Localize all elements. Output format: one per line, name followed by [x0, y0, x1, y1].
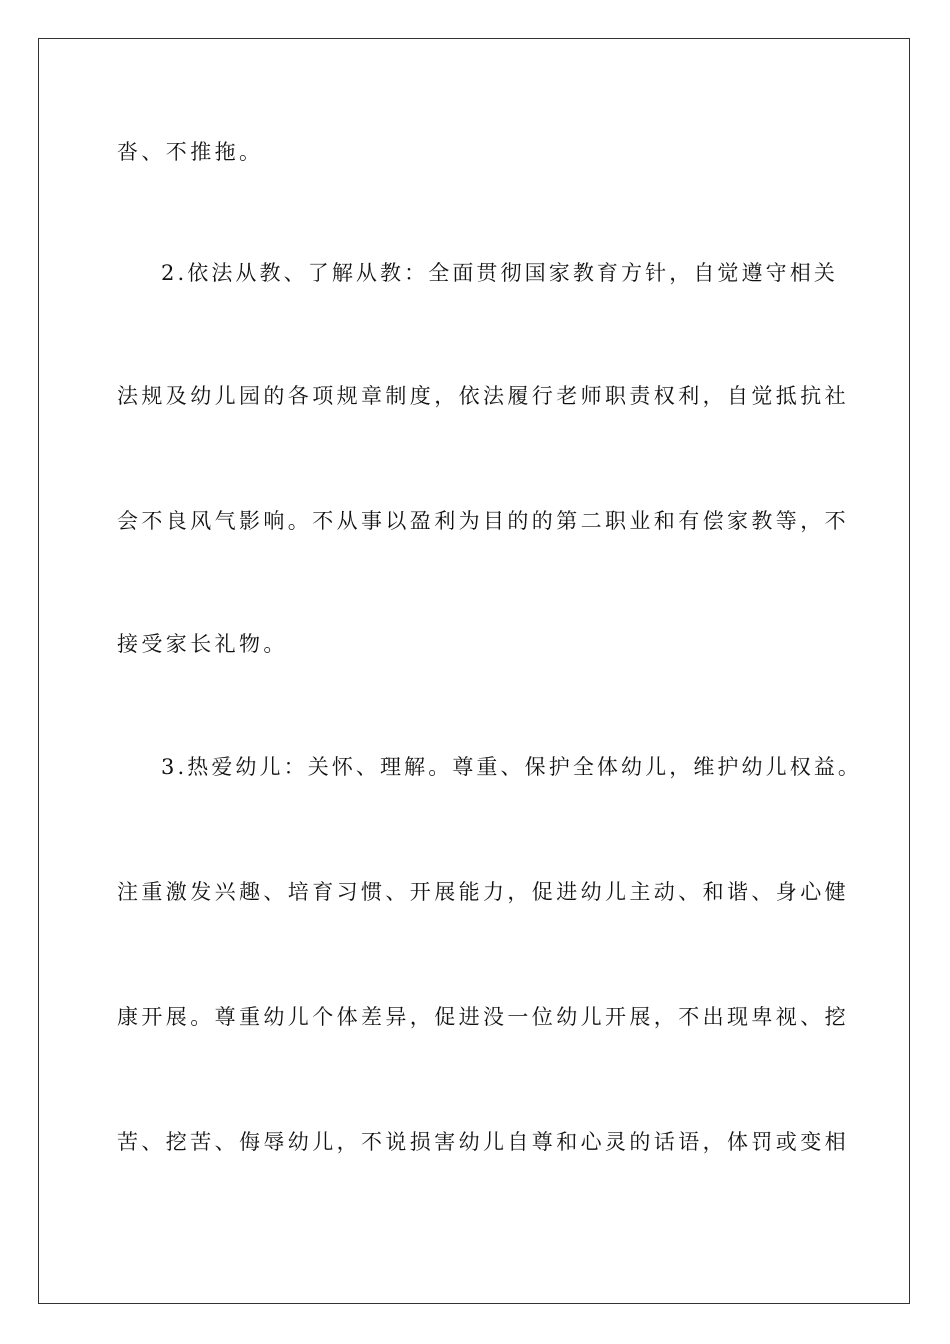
paragraph-3-first-line: 3.热爱幼儿：关怀、理解。尊重、保护全体幼儿，维护幼儿权益。	[161, 755, 863, 779]
page-border	[38, 38, 910, 1304]
text-line: 法规及幼儿园的各项规章制度，依法履行老师职责权利，自觉抵抗社	[117, 384, 849, 408]
text-line: 康开展。尊重幼儿个体差异，促进没一位幼儿开展，不出现卑视、挖	[117, 1005, 849, 1029]
text-line: 沓、不推拖。	[117, 140, 264, 164]
text-line: 注重激发兴趣、培育习惯、开展能力，促进幼儿主动、和谐、身心健	[117, 880, 849, 904]
text-line: 苦、挖苦、侮辱幼儿，不说损害幼儿自尊和心灵的话语，体罚或变相	[117, 1130, 849, 1154]
paragraph-2-first-line: 2.依法从教、了解从教：全面贯彻国家教育方针，自觉遵守相关	[161, 261, 838, 285]
text-line: 会不良风气影响。不从事以盈利为目的的第二职业和有偿家教等，不	[117, 509, 849, 533]
text-line: 接受家长礼物。	[117, 632, 288, 656]
